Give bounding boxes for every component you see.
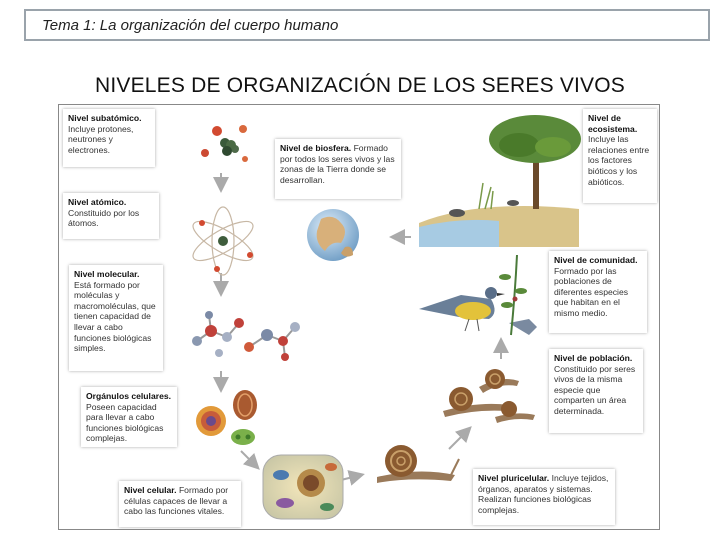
- level-desc-population: Constituido por seres vivos de la misma especie que comparten un área determinada.: [554, 363, 636, 416]
- cell-icon: [263, 455, 343, 519]
- level-box-subatomic: [63, 109, 155, 167]
- level-name-cellular: Nivel celular.: [124, 485, 179, 495]
- level-box-organelles: [81, 387, 177, 447]
- level-desc-cellular: Formado por células capaces de llevar a cabo las funciones vitales.: [124, 485, 229, 517]
- bird-icon: [419, 255, 537, 335]
- level-desc-ecosystem: Incluye las relaciones entre los factores bióticos y los abióticos.: [588, 134, 650, 187]
- level-name-biosphere: Nivel de biosfera.: [280, 143, 354, 153]
- level-box-cellular: [119, 481, 241, 527]
- level-name-molecular: Nivel molecular.: [74, 269, 140, 279]
- level-desc-subatomic: Incluye protones, neutrones y electrones.: [68, 123, 134, 155]
- subatomic-particles-icon: [201, 125, 248, 162]
- level-box-molecular: [69, 265, 163, 371]
- organelles-icon: [196, 390, 257, 445]
- level-box-pluricellular: [473, 469, 615, 525]
- level-name-subatomic: Nivel subatómico.: [68, 113, 142, 123]
- level-box-population: [549, 349, 643, 433]
- snail-population-icon: [443, 369, 535, 423]
- earth-icon: [307, 209, 359, 261]
- level-name-atomic: Nivel atómico.: [68, 197, 127, 207]
- topic-bar: [24, 9, 710, 41]
- level-name-community: Nivel de comunidad.: [554, 255, 638, 265]
- tree-ecosystem-icon: [419, 115, 581, 247]
- level-name-ecosystem: Nivel de ecosistema.: [588, 113, 638, 134]
- level-name-pluricellular: Nivel pluricelular.: [478, 473, 552, 483]
- level-box-community: [549, 251, 647, 333]
- level-desc-biosphere: Formado por todos los seres vivos y las zonas de la Tierra donde se desarrollan.: [280, 143, 395, 185]
- level-desc-molecular: Está formado por moléculas y macromoléculas, que tienen capacidad de llevar a cabo funciones biológicas simples.: [74, 279, 156, 354]
- level-box-atomic: [63, 193, 159, 239]
- page-title: NIVELES DE ORGANIZACIÓN DE LOS SERES VIVOS: [94, 74, 626, 97]
- molecules-icon: [192, 311, 300, 361]
- level-desc-atomic: Constituido por los átomos.: [68, 207, 140, 229]
- topic-title: Tema 1: La organización del cuerpo humano: [42, 17, 339, 34]
- level-name-population: Nivel de población.: [554, 353, 633, 363]
- diagram-panel: [58, 104, 660, 530]
- level-box-ecosystem: [583, 109, 657, 203]
- level-name-organelles: Orgánulos celulares.: [86, 391, 172, 401]
- level-desc-organelles: Poseen capacidad para llevar a cabo funciones biológicas complejas.: [86, 401, 164, 444]
- snail-icon: [377, 445, 459, 483]
- level-desc-pluricellular: Incluye tejidos, órganos, aparatos y sistemas. Realizan funciones biológicas complejas.: [478, 473, 609, 515]
- atom-icon: [188, 207, 258, 275]
- level-desc-community: Formado por las poblaciones de diferentes especies que habitan en el mismo medio.: [554, 265, 629, 318]
- level-box-biosphere: [275, 139, 401, 199]
